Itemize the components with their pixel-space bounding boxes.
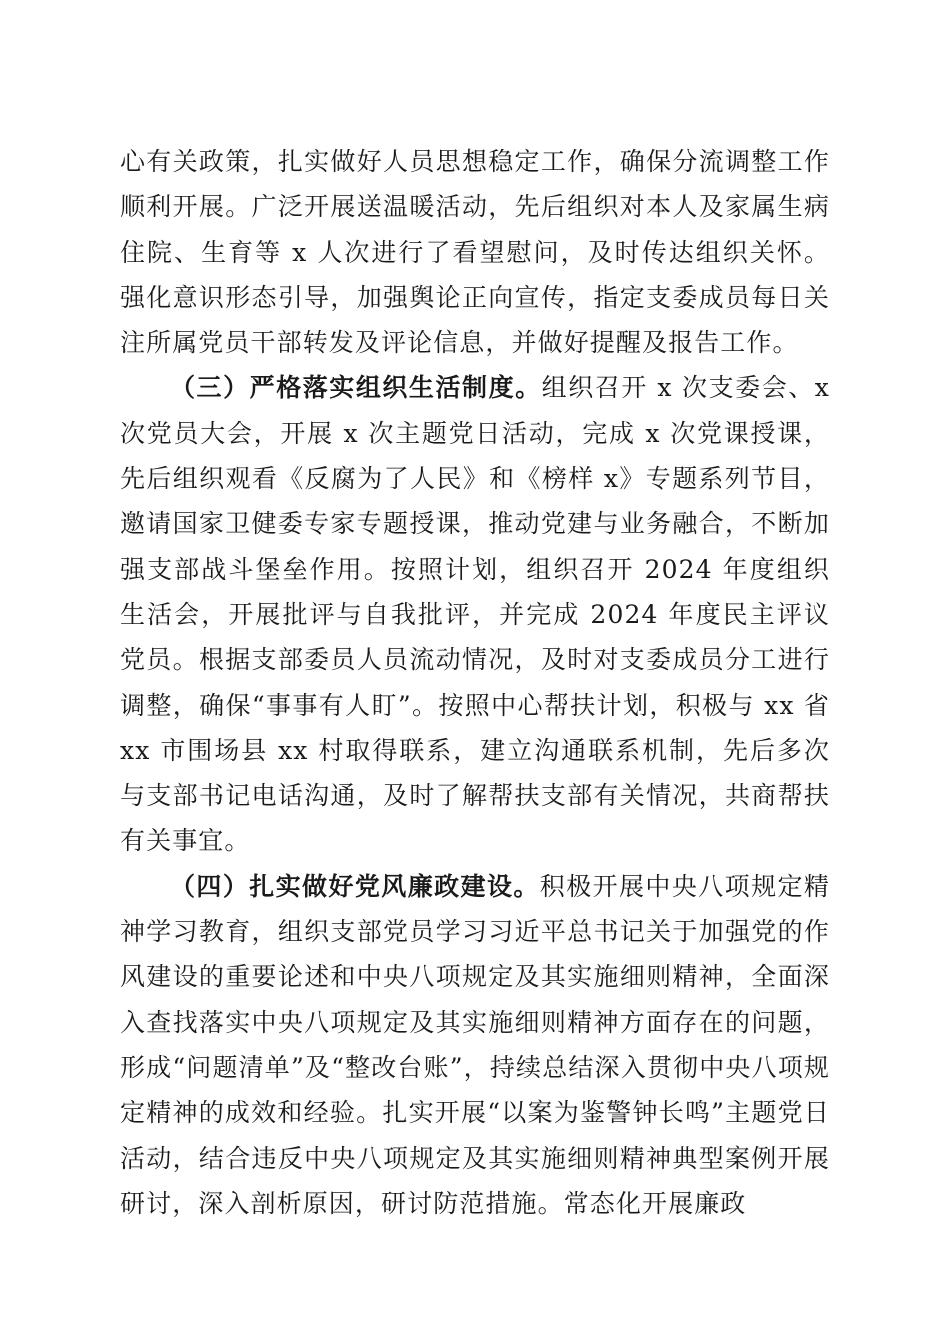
paragraph-text: 积极开展中央八项规定精神学习教育，组织支部党员学习习近平总书记关于加强党的作风建设的重要论述和中央八项规定及其实施细则精神，全面深入查找落实中央八项规定及其实施细则精神方面存在的问题，形成“问题清单”及“整改台账”，持续总结深入贯彻中央八项规定精神的成效和经验。扎实开展“以案为鉴警钟长鸣”主题党日活动，结合违反中央八项规定及其实施细则精神典型案例开展研讨，深入剖析原因，研讨防范措施。常态化开展廉政 bbox=[120, 871, 831, 1218]
paragraph-text: 组织召开 x 次支委会、x 次党员大会，开展 x 次主题党日活动，完成 x 次党课授课，先后组织观看《反腐为了人民》和《榜样 x》专题系列节目，邀请国家卫健委专家专题授课，推动党建与业务融合，不断加强支部战斗堡垒作用。按照计划，组织召开 2024 年度组织生活会，开展批评与自我批评，并完成 2024 年度民主评议党员。根据支部委员人员流动情况，及时对支委成员分工进行调整，确保“事事有人盯”。按照中心帮扶计划，积极与 xx 省 xx 市围场县 xx 村取得联系，建立沟通联系机制，先后多次与支部书记电话沟通，及时了解帮扶支部有关情况，共商帮扶有关事宜。 bbox=[120, 373, 830, 856]
paragraph-integrity-building bbox=[120, 864, 830, 1226]
paragraph-continuation bbox=[120, 139, 830, 365]
paragraph-text: 心有关政策，扎实做好人员思想稳定工作，确保分流调整工作顺利开展。广泛开展送温暖活动，先后组织对本人及家属生病住院、生育等 x 人次进行了看望慰问，及时传达组织关怀。强化意识形态引导，加强舆论正向宣传，指定支委成员每日关注所属党员干部转发及评论信息，并做好提醒及报告工作。 bbox=[120, 147, 830, 358]
paragraph-organization-life bbox=[120, 365, 830, 863]
document-body bbox=[120, 139, 830, 1226]
section-heading-4: （四）扎实做好党风廉政建设。 bbox=[170, 871, 540, 901]
section-heading-3: （三）严格落实组织生活制度。 bbox=[170, 373, 542, 403]
